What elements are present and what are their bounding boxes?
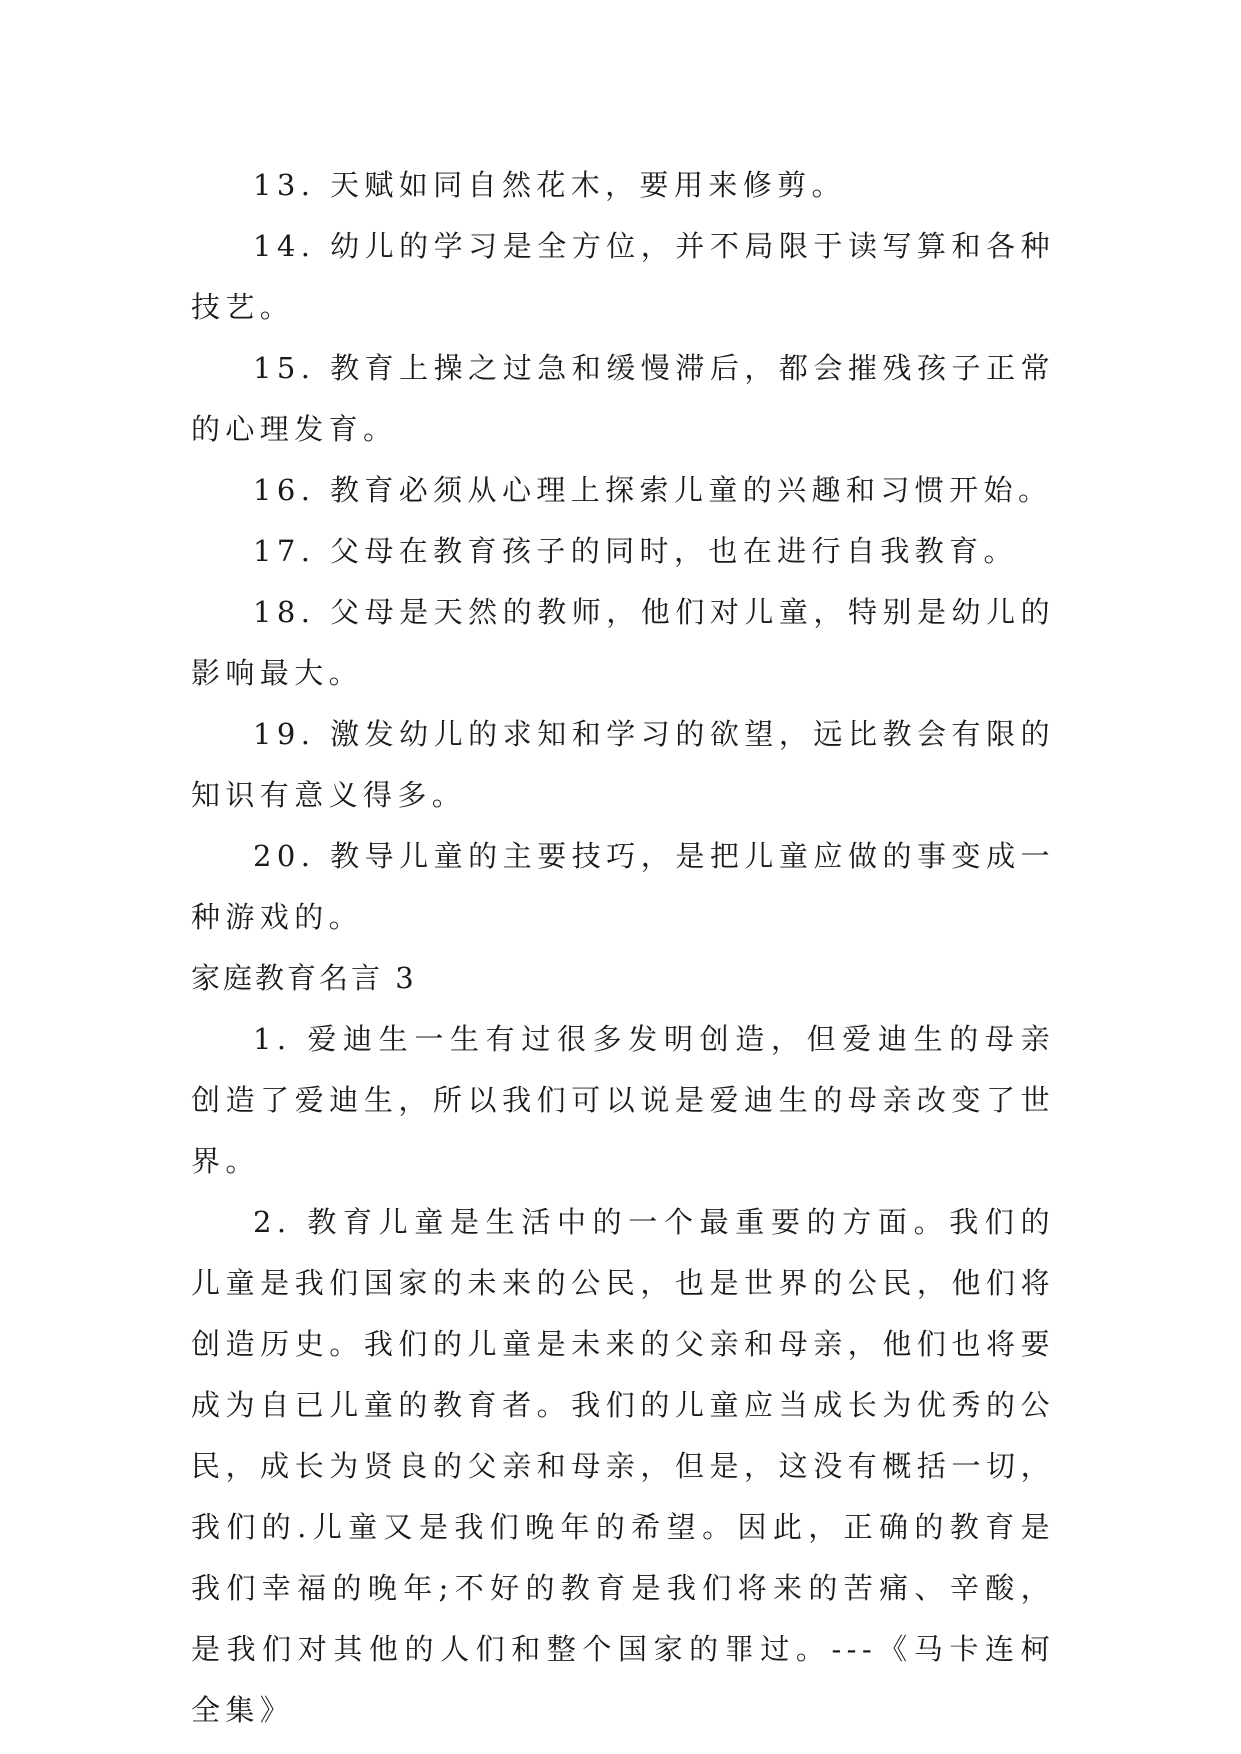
quote-17: 17. 父母在教育孩子的同时，也在进行自我教育。 <box>253 534 1018 568</box>
quote-14: 14. 幼儿的学习是全方位，并不局限于读写算和各种技艺。 <box>191 229 1055 324</box>
document-page <box>191 155 1055 1741</box>
section-heading: 家庭教育名言 3 <box>191 961 417 995</box>
quote-19: 19. 激发幼儿的求知和学习的欲望，远比教会有限的知识有意义得多。 <box>191 717 1055 812</box>
quote-1: 1. 爱迪生一生有过很多发明创造，但爱迪生的母亲创造了爱迪生，所以我们可以说是爱迪生的母亲改变了世界。 <box>191 1022 1055 1178</box>
quote-2: 2. 教育儿童是生活中的一个最重要的方面。我们的儿童是我们国家的未来的公民，也是世界的公民，他们将创造历史。我们的儿童是未来的父亲和母亲，他们也将要成为自已儿童的教育者。我们的儿童应当成长为优秀的公民，成长为贤良的父亲和母亲，但是，这没有概括一切，我们的.儿童又是我们晚年的希望。因此，正确的教育是我们幸福的晚年;不好的教育是我们将来的苦痛、辛酸，是我们对其他的人们和整个国家的罪过。---《马卡连柯全集》 <box>191 1205 1055 1727</box>
quote-15: 15. 教育上操之过急和缓慢滞后，都会摧残孩子正常的心理发育。 <box>191 351 1055 446</box>
quote-18: 18. 父母是天然的教师，他们对儿童，特别是幼儿的影响最大。 <box>191 595 1055 690</box>
quote-13: 13. 天赋如同自然花木，要用来修剪。 <box>253 168 846 202</box>
quote-16: 16. 教育必须从心理上探索儿童的兴趣和习惯开始。 <box>253 473 1053 507</box>
quote-20: 20. 教导儿童的主要技巧，是把儿童应做的事变成一种游戏的。 <box>191 839 1055 934</box>
